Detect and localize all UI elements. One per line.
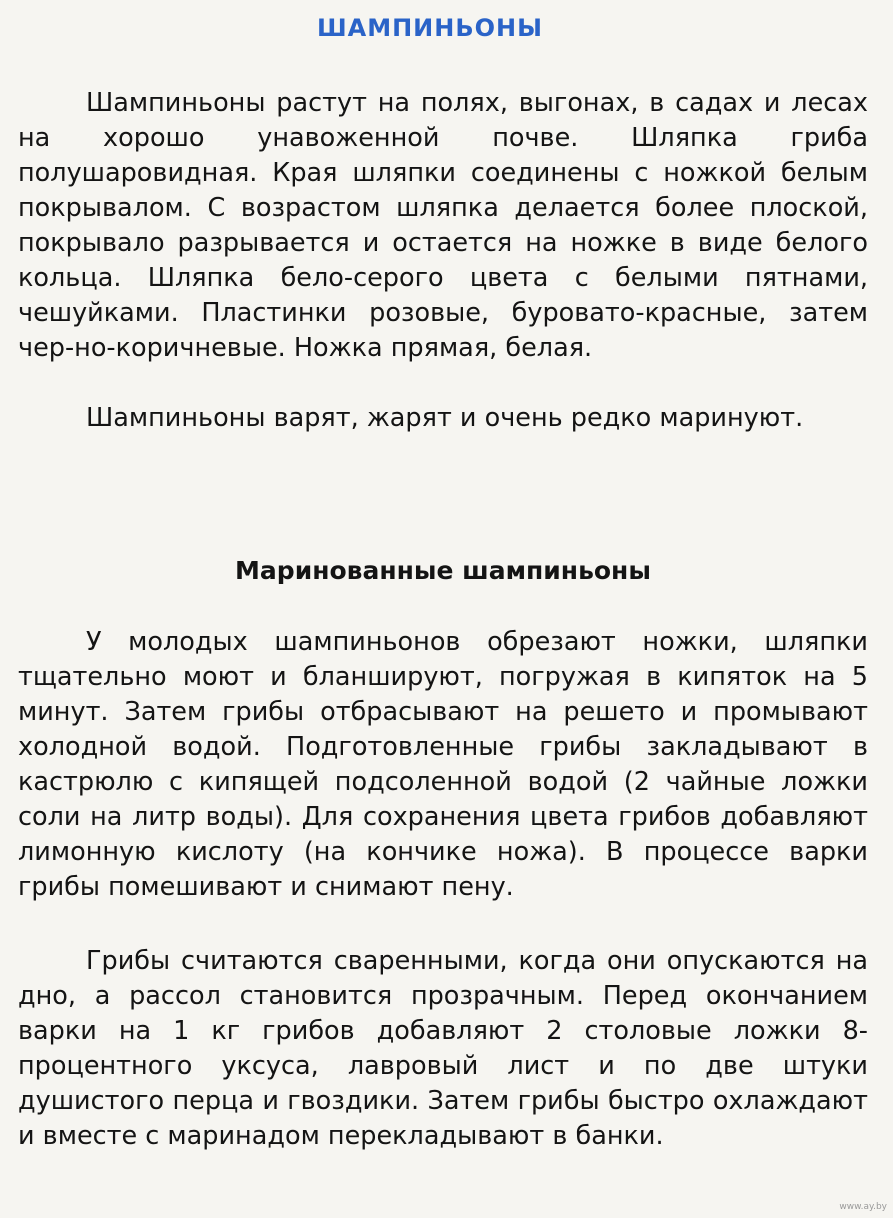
recipe-paragraph-2: Грибы считаются сваренными, когда они опускаются на дно, а рассол становится прозрачным. Перед окончанием варки на 1 кг грибов добавляют 2 столовые ложки 8-процентного уксуса, лавровый лист и по две штуки душистого перца и гвоздики. Затем грибы быстро охлаждают и вместе с маринадом перекладывают в банки. xyxy=(18,946,868,1151)
recipe-paragraph-1: У молодых шампиньонов обрезают ножки, шляпки тщательно моют и бланшируют, погружая в кипяток на 5 минут. Затем грибы отбрасывают на решето и промывают холодной водой. Подготовленные грибы закладывают в кастрюлю с кипящей подсоленной водой (2 чайные ложки соли на литр воды). Для сохранения цвета грибов добавляют лимонную кислоту (на кончике ножа). В процессе варки грибы помешивают и снимают пену. xyxy=(18,627,868,902)
page-heading: ШАМПИНЬОНЫ xyxy=(316,14,543,42)
intro-paragraph-2: Шампиньоны варят, жарят и очень редко маринуют. xyxy=(86,403,804,433)
watermark: www.ay.by xyxy=(839,1202,887,1212)
recipe-title: Маринованные шампиньоны xyxy=(235,556,651,585)
intro-paragraph-1: Шампиньоны растут на полях, выгонах, в садах и лесах на хорошо унавоженной почве. Шляпка гриба полушаровидная. Края шляпки соединены с ножкой белым покрывалом. С возрастом шляпка делается более плоской, покрывало разрывается и остается на ножке в виде белого кольца. Шляпка бело-серого цвета с белыми пятнами, чешуйками. Пластинки розовые, буровато-красные, затем чер-но-коричневые. Ножка прямая, белая. xyxy=(18,88,868,363)
